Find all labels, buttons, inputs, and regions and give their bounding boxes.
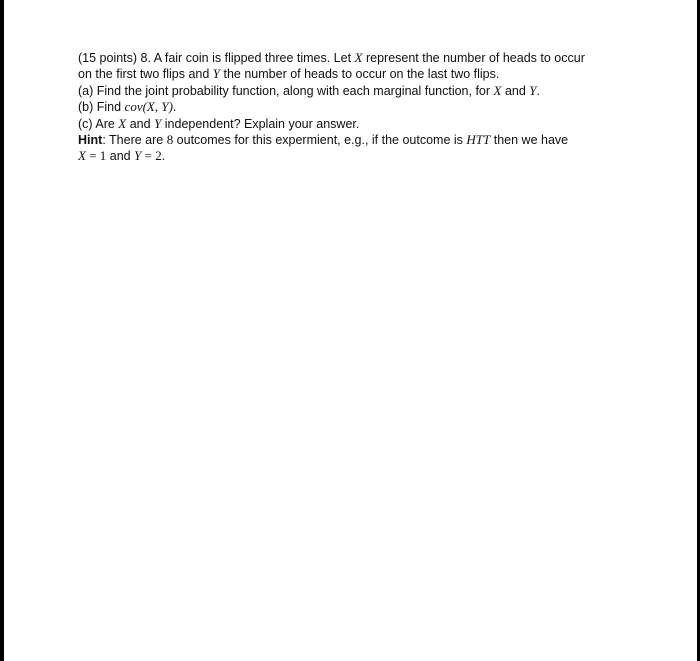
math-var: X bbox=[118, 115, 127, 131]
math-outcome: HTT bbox=[466, 132, 491, 148]
text-segment: and bbox=[106, 149, 135, 164]
math-number: 2 bbox=[155, 148, 162, 164]
problem-line-2 bbox=[78, 66, 638, 82]
math-var: X bbox=[78, 148, 86, 164]
text-segment: (c) Are bbox=[78, 116, 119, 131]
text-segment: (b) Find bbox=[78, 100, 125, 115]
text-segment: then we have bbox=[490, 133, 569, 148]
text-segment: . bbox=[161, 148, 165, 164]
math-operator: = bbox=[141, 148, 156, 164]
math-var: Y bbox=[134, 148, 142, 164]
math-number: 1 bbox=[99, 148, 107, 164]
text-segment: independent? Explain your answer. bbox=[161, 116, 360, 131]
text-segment: on the first two flips and bbox=[78, 67, 213, 82]
math-number: 8 bbox=[166, 132, 174, 148]
text-segment: the number of heads to occur on the last two flips. bbox=[220, 67, 500, 82]
part-a bbox=[78, 83, 638, 99]
math-var: Y bbox=[212, 66, 221, 82]
problem-line-1 bbox=[78, 50, 638, 66]
text-segment: : There are bbox=[102, 133, 167, 148]
text-segment: and bbox=[501, 83, 530, 98]
text-segment: (15 points) 8. A fair coin is flipped three times. Let bbox=[78, 51, 355, 65]
text-segment: . bbox=[536, 83, 540, 98]
text-segment: (a) Find the joint probability function, along with each marginal function, for bbox=[78, 83, 494, 98]
text-segment: represent the number of heads to occur bbox=[362, 51, 585, 65]
math-operator: = bbox=[85, 148, 100, 164]
math-var: Y bbox=[529, 82, 537, 98]
hint-line-2 bbox=[78, 148, 638, 164]
text-segment: . bbox=[172, 100, 177, 115]
part-c bbox=[78, 116, 638, 132]
math-var: X bbox=[493, 82, 502, 98]
hint-label: Hint bbox=[78, 133, 103, 148]
math-var: Y bbox=[154, 115, 162, 131]
part-b bbox=[78, 99, 638, 115]
text-segment: and bbox=[126, 116, 155, 131]
left-border bbox=[0, 0, 4, 661]
problem-text bbox=[78, 50, 638, 165]
text-segment: outcomes for this expermient, e.g., if the outcome is bbox=[173, 133, 467, 148]
math-expression: cov(X, Y) bbox=[124, 99, 173, 115]
hint-line-1 bbox=[78, 132, 638, 148]
math-var: X bbox=[354, 50, 363, 65]
